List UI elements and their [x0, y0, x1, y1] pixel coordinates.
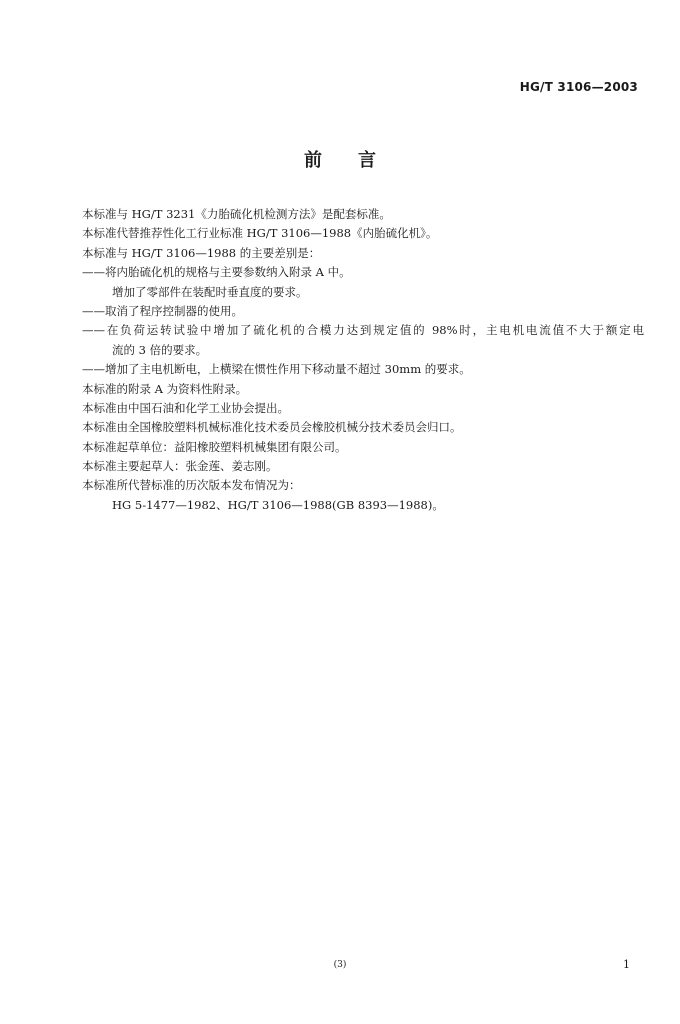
text-line: ——在负荷运转试验中增加了硫化机的合模力达到规定值的 98%时，主电机电流值不大于额定电 — [82, 323, 644, 338]
text-line: 本标准起草单位：益阳橡胶塑料机械集团有限公司。 — [82, 439, 347, 454]
text-line: 本标准由中国石油和化学工业协会提出。 — [82, 400, 289, 415]
text-line: ——增加了主电机断电，上横梁在惯性作用下移动量不超过 30mm 的要求。 — [82, 362, 471, 377]
text-line: 本标准主要起草人：张金莲、姜志刚。 — [82, 459, 278, 474]
page-number: 1 — [623, 958, 630, 971]
text-line: HG 5-1477—1982、HG/T 3106—1988(GB 8393—1988)。 — [112, 497, 444, 512]
standard-code: HG/T 3106—2003 — [519, 80, 638, 94]
text-line: 本标准所代替标准的历次版本发布情况为： — [82, 478, 301, 493]
text-line: 本标准由全国橡胶塑料机械标准化技术委员会橡胶机械分技术委员会归口。 — [82, 420, 462, 435]
text-line: 本标准代替推荐性化工行业标准 HG/T 3106—1988《内胎硫化机》。 — [82, 226, 438, 241]
text-line: 增加了零部件在装配时垂直度的要求。 — [112, 284, 308, 299]
page-title: 前言 — [304, 150, 412, 171]
text-line: 本标准与 HG/T 3231《力胎硫化机检测方法》是配套标准。 — [82, 207, 391, 221]
text-line: 流的 3 倍的要求。 — [112, 342, 208, 357]
text-line: ——将内胎硫化机的规格与主要参数纳入附录 A 中。 — [82, 265, 351, 280]
text-line: ——取消了程序控制器的使用。 — [82, 303, 243, 318]
roman-page-number: (3) — [333, 960, 347, 970]
text-line: 本标准的附录 A 为资料性附录。 — [82, 381, 248, 396]
text-line: 本标准与 HG/T 3106—1988 的主要差别是： — [82, 245, 321, 260]
foreword-body — [82, 205, 642, 515]
